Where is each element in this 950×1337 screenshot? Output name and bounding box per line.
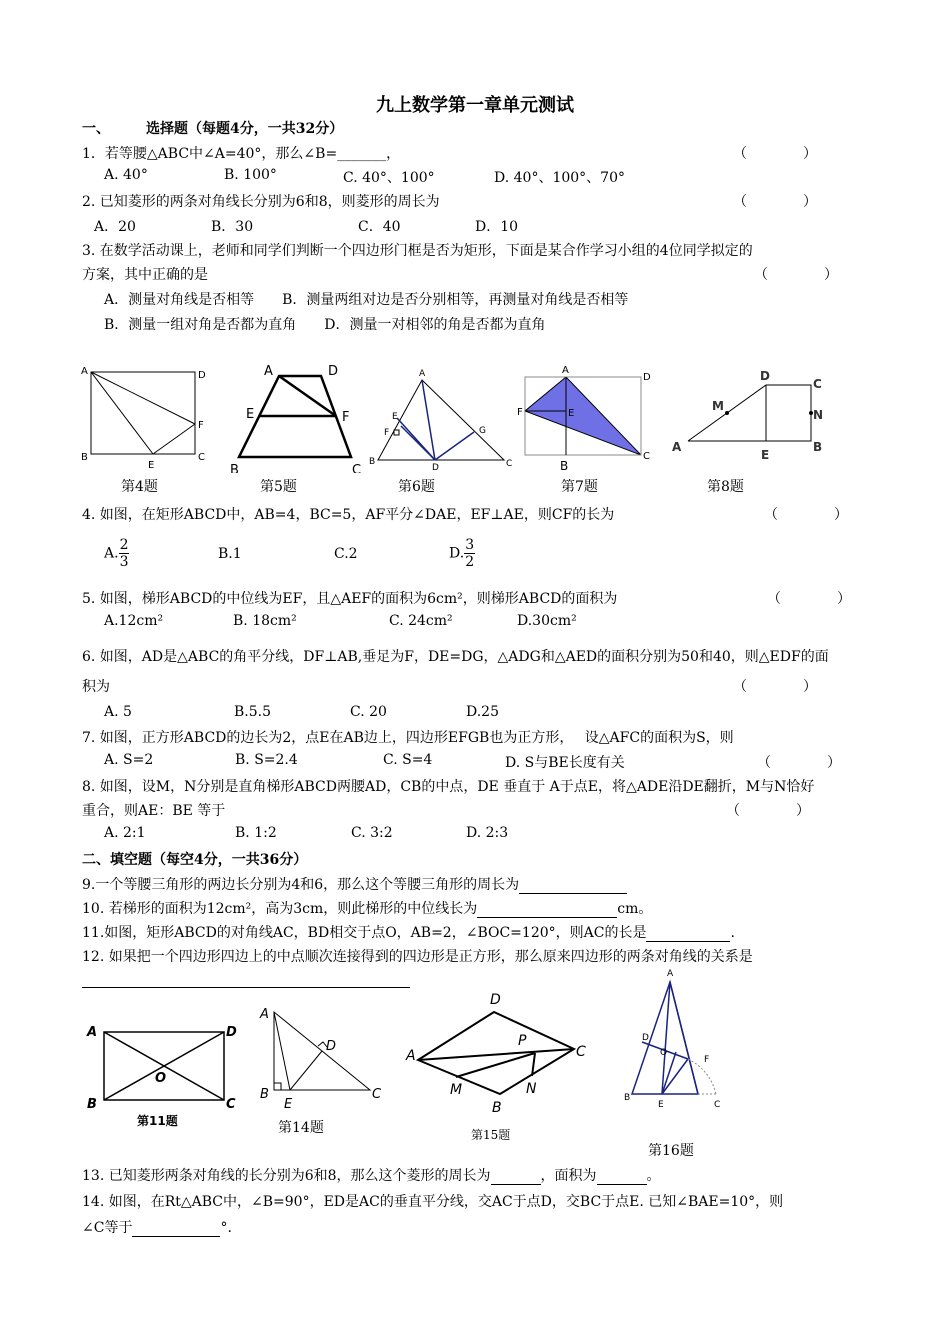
f7-label-e: E: [568, 408, 575, 419]
q3-answer-paren[interactable]: （ ）: [754, 267, 838, 283]
q11-stem: 11.如图，矩形ABCD的对角线AC，BD相交于点O，AB=2，∠BOC=120°，则AC的长是 .: [82, 925, 735, 941]
f14-label-c: C: [372, 1087, 382, 1102]
section1-heading: 选择题（每题4分，一共32分）: [146, 121, 344, 137]
q3-line1: 3. 在数学活动课上，老师和同学们判断一个四边形门框是否为矩形，下面是某合作学习小组的4位同学拟定的: [82, 243, 753, 259]
figure-q15: [418, 1012, 574, 1094]
q9-stem: 9.一个等腰三角形的两边长分别为4和6，那么这个等腰三角形的周长为: [82, 874, 627, 894]
q9-blank[interactable]: [519, 877, 627, 894]
f7-label-d: D: [643, 372, 651, 383]
f8-label-a: A: [672, 440, 682, 454]
q13-stem: 13. 已知菱形两条对角线的长分别为6和8，那么这个菱形的周长为 ，面积为 。: [82, 1168, 661, 1184]
f15-label-b: B: [492, 1100, 502, 1116]
caption-q11: 第11题: [137, 1114, 178, 1128]
q7-option-b: B. S=2.4: [235, 752, 298, 768]
f16-label-e: E: [658, 1100, 664, 1110]
f4-label-a: A: [81, 366, 88, 377]
q5-option-c: C. 24cm²: [389, 613, 453, 629]
f15-label-a: A: [406, 1048, 416, 1064]
f4-label-f: F: [198, 420, 204, 431]
figure-q4: [91, 372, 195, 454]
figure-q11: [104, 1032, 224, 1100]
f4-label-e: E: [148, 460, 155, 471]
q7-option-d: D. S与BE长度有关: [505, 755, 625, 771]
f6-label-a: A: [419, 369, 426, 379]
caption-q14: 第14题: [278, 1120, 324, 1136]
q14-blank[interactable]: [132, 1220, 220, 1237]
f16-label-o: O: [660, 1048, 668, 1058]
q5-stem: 5. 如图，梯形ABCD的中位线为EF，且△AEF的面积为6cm²，则梯形ABCD的面积为: [82, 591, 618, 607]
f4-label-d: D: [198, 370, 206, 381]
q6-option-c: C. 20: [350, 704, 387, 720]
f8-label-m: M: [712, 399, 724, 413]
q1-stem: 1．若等腰△ABC中∠A=40°，那么∠B=_______，: [82, 146, 401, 162]
f16-label-d: D: [642, 1033, 649, 1043]
q8-answer-paren[interactable]: （ ）: [726, 803, 810, 819]
f11-label-d: D: [226, 1025, 237, 1040]
f5-label-a: A: [264, 364, 273, 379]
q10-blank[interactable]: [477, 901, 617, 918]
q2-answer-paren[interactable]: （ ）: [733, 194, 817, 210]
q4-answer-paren[interactable]: （ ）: [764, 507, 848, 523]
f15-label-p: P: [518, 1033, 527, 1049]
f15-label-d: D: [490, 992, 501, 1008]
section1-number: 一、: [82, 121, 110, 137]
q8-line1: 8. 如图，设M，N分别是直角梯形ABCD两腰AD，CB的中点，DE 垂直于 A于点E，将△ADE沿DE翻折，M与N恰好: [82, 779, 815, 795]
section2-heading: 二、填空题（每空4分，一共36分）: [82, 852, 308, 868]
f16-label-a: A: [667, 969, 674, 979]
f11-label-o: O: [155, 1071, 167, 1086]
f5-label-e: E: [246, 407, 255, 422]
f14-label-b: B: [260, 1087, 269, 1102]
f5-label-d: D: [328, 364, 339, 379]
q2-option-d: D．10: [475, 219, 519, 235]
q7-stem: 7. 如图，正方形ABCD的边长为2，点E在AB边上，四边形EFGB也为正方形， 设△AFC的面积为S，则: [82, 730, 734, 746]
f6-label-c: C: [506, 459, 513, 469]
figures-row2: [76, 966, 756, 1116]
f11-label-a: A: [87, 1025, 98, 1040]
f6-label-d: D: [432, 463, 439, 473]
q6-option-a: A. 5: [104, 704, 132, 720]
q4-option-c: C.2: [334, 546, 358, 562]
q12-stem: 12. 如果把一个四边形四边上的中点顺次连接得到的四边形是正方形，那么原来四边形的两条对角线的关系是: [82, 949, 753, 965]
f14-label-d: D: [326, 1039, 337, 1054]
q2-option-b: B．30: [211, 219, 254, 235]
q2-option-a: A．20: [94, 219, 136, 235]
q2-stem: 2. 已知菱形的两条对角线长分别为6和8，则菱形的周长为: [82, 194, 440, 210]
f7-label-a: A: [562, 365, 569, 376]
q3-options-row2: B．测量一组对角是否都为直角 D．测量一对相邻的角是否都为直角: [104, 317, 546, 333]
q3-line2: 方案，其中正确的是: [82, 267, 208, 283]
q13-blank-perimeter[interactable]: [491, 1168, 541, 1185]
q5-option-a: A.12cm²: [104, 613, 164, 629]
q8-option-b: B. 1:2: [235, 825, 277, 841]
caption-q4: 第4题: [121, 479, 158, 495]
f5-label-f: F: [342, 410, 350, 425]
q14-line2: ∠C等于 °.: [82, 1220, 232, 1236]
q11-blank[interactable]: [646, 925, 730, 942]
f14-label-a: A: [260, 1007, 269, 1022]
f14-label-e: E: [284, 1097, 293, 1112]
f15-label-c: C: [576, 1044, 586, 1060]
figure-q7: [525, 377, 641, 455]
f6-label-b: B: [369, 457, 376, 467]
f4-label-c: C: [198, 452, 205, 463]
q1-answer-paren[interactable]: （ ）: [733, 146, 817, 162]
q1-option-c: C. 40°、100°: [343, 170, 435, 186]
q8-option-a: A. 2:1: [104, 825, 146, 841]
q4-stem: 4. 如图，在矩形ABCD中，AB=4，BC=5，AF平分∠DAE，EF⊥AE，则CF的长为: [82, 507, 615, 523]
figures-row1: [76, 358, 876, 473]
f8-label-c: C: [813, 377, 822, 391]
q13-blank-area[interactable]: [597, 1168, 647, 1185]
caption-q16: 第16题: [648, 1143, 694, 1159]
q7-answer-paren[interactable]: （ ）: [757, 755, 841, 771]
q4-option-b: B.1: [218, 546, 242, 562]
q10-stem: 10. 若梯形的面积为12cm²，高为3cm，则此梯形的中位线长为 cm。: [82, 901, 653, 917]
f16-label-c: C: [714, 1100, 721, 1110]
caption-q6: 第6题: [398, 479, 435, 495]
f15-label-m: M: [450, 1082, 463, 1098]
q5-option-b: B. 18cm²: [233, 613, 297, 629]
q8-line2: 重合，则AE：BE 等于: [82, 803, 226, 819]
caption-q8: 第8题: [707, 479, 744, 495]
q6-option-b: B.5.5: [234, 704, 272, 720]
f6-label-g: G: [479, 426, 486, 436]
figure-q8: [688, 385, 813, 441]
q2-option-c: C．40: [358, 219, 401, 235]
f8-label-n: N: [813, 408, 824, 422]
caption-q5: 第5题: [260, 479, 297, 495]
figure-q5: [239, 376, 351, 457]
f8-label-e: E: [761, 448, 770, 462]
f6-label-e: E: [392, 412, 398, 422]
f4-label-b: B: [81, 452, 88, 463]
q1-option-b: B. 100°: [224, 167, 277, 183]
f7-label-f: F: [517, 407, 523, 418]
caption-q15: 第15题: [471, 1128, 511, 1142]
f11-label-b: B: [87, 1097, 97, 1112]
q8-option-c: C. 3:2: [351, 825, 393, 841]
f6-label-f: F: [384, 428, 390, 438]
f11-label-c: C: [226, 1097, 236, 1112]
f8-label-d: D: [760, 369, 770, 383]
q4-option-d: D. $\frac{3}{2}$: [449, 537, 475, 570]
q3-options-row1: A．测量对角线是否相等 B．测量两组对边是否分别相等，再测量对角线是否相等: [104, 292, 629, 308]
q6-line2: 积为: [82, 679, 110, 695]
q1-option-d: D. 40°、100°、70°: [494, 170, 625, 186]
f15-label-n: N: [526, 1081, 537, 1097]
q8-option-d: D. 2:3: [466, 825, 509, 841]
f16-label-f: F: [704, 1055, 710, 1065]
page-title: 九上数学第一章单元测试: [376, 95, 574, 116]
q7-option-a: A. S=2: [104, 752, 154, 768]
f16-label-b: B: [624, 1093, 631, 1103]
q14-line1: 14. 如图，在Rt△ABC中，∠B=90°，ED是AC的垂直平分线，交AC于点D，交BC于点E. 已知∠BAE=10°，则: [82, 1194, 784, 1210]
q1-option-a: A. 40°: [104, 167, 148, 183]
q5-option-d: D.30cm²: [517, 613, 577, 629]
q7-option-c: C. S=4: [383, 752, 433, 768]
q6-answer-paren[interactable]: （ ）: [733, 679, 817, 695]
q6-option-d: D.25: [466, 704, 499, 720]
f5-label-c: C: [352, 463, 362, 473]
f5-label-b: B: [230, 463, 239, 473]
f7-label-c: C: [643, 451, 650, 462]
figure-q14: [274, 1012, 370, 1090]
f7-label-b: B: [560, 459, 569, 473]
q6-line1: 6. 如图，AD是△ABC的角平分线，DF⊥AB,垂足为F，DE=DG，△ADG和△AED的面积分别为50和40，则△EDF的面: [82, 649, 829, 665]
q4-option-a: A. $\frac{2}{3}$: [104, 537, 129, 570]
caption-q7: 第7题: [561, 479, 598, 495]
q5-answer-paren[interactable]: （ ）: [767, 591, 851, 607]
f8-label-b: B: [813, 440, 823, 454]
